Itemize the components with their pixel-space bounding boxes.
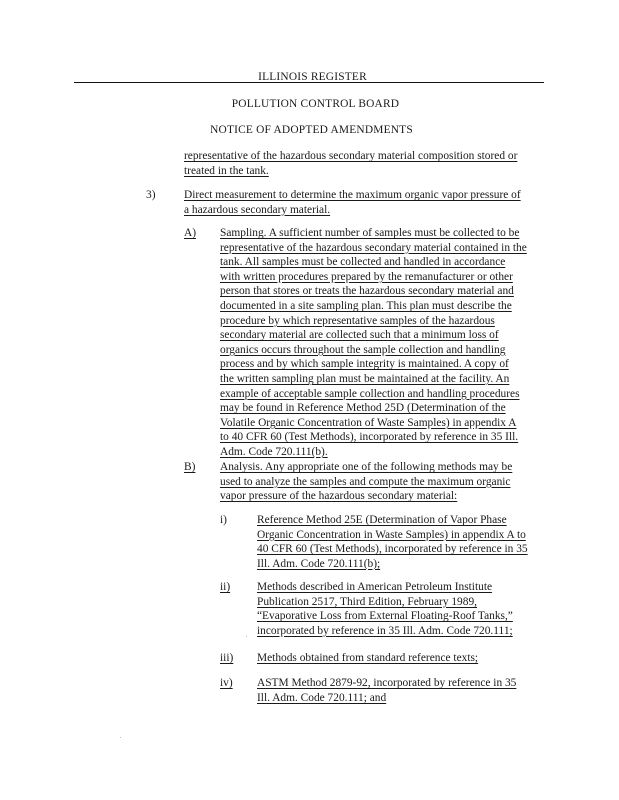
item-a-line: procedure by which representative samples of the hazardous <box>220 314 495 327</box>
item-a-line: to 40 CFR 60 (Test Methods), incorporated by reference in 35 Ill. <box>220 431 519 444</box>
item-i-line: Reference Method 25E (Determination of Vapor Phase <box>257 514 507 526</box>
continuation-paragraph <box>184 149 517 178</box>
item-iv-paragraph <box>257 676 516 705</box>
item-ii-line: incorporated by reference in 35 Ill. Adm. Code 720.111; <box>257 624 513 637</box>
item-b-line: vapor pressure of the hazardous secondary material: <box>220 490 458 503</box>
continuation-line: representative of the hazardous secondary material composition stored or <box>184 150 518 162</box>
item-iv-marker: iv) <box>220 677 233 689</box>
item-i-line: 40 CFR 60 (Test Methods), incorporated by reference in 35 <box>257 543 528 556</box>
item-iv-line: Ill. Adm. Code 720.111; and <box>257 691 387 704</box>
item-b-marker: B) <box>184 461 196 473</box>
item-3-line: a hazardous secondary material. <box>184 203 331 216</box>
item-a-line: process and by which sample integrity is maintained. A copy of <box>220 358 509 371</box>
item-a-line: documented in a site sampling plan. This plan must describe the <box>220 299 512 312</box>
scan-speck <box>120 737 121 738</box>
item-iii-marker: iii) <box>220 652 234 664</box>
board-title: POLLUTION CONTROL BOARD <box>231 98 400 110</box>
item-a-line: the written sampling plan must be maintained at the facility. An <box>220 372 510 385</box>
item-b-line: Analysis. Any appropriate one of the following methods may be <box>220 461 513 473</box>
item-3-line: Direct measurement to determine the maximum organic vapor pressure of <box>184 189 521 201</box>
item-a-line: Adm. Code 720.111(b). <box>220 445 328 458</box>
item-ii-line: “Evaporative Loss from External Floating-Roof Tanks,” <box>257 610 513 623</box>
item-a-line: with written procedures prepared by the remanufacturer or other <box>220 270 513 283</box>
item-ii-paragraph <box>257 580 513 638</box>
item-a-line: may be found in Reference Method 25D (Determination of the <box>220 402 506 415</box>
item-a-line: example of acceptable sample collection and handling procedures <box>220 387 520 400</box>
item-a-line: Volatile Organic Concentration of Waste Samples) in appendix A <box>220 416 517 429</box>
scan-speck <box>246 636 247 637</box>
item-a-line: Sampling. A sufficient number of samples must be collected to be <box>220 227 520 239</box>
item-a-line: representative of the hazardous secondary material contained in the <box>220 241 527 254</box>
register-title: ILLINOIS REGISTER <box>258 71 367 83</box>
notice-title: NOTICE OF ADOPTED AMENDMENTS <box>210 124 413 136</box>
item-ii-marker: ii) <box>220 581 231 593</box>
item-3-marker: 3) <box>146 189 156 201</box>
item-3-paragraph <box>184 188 521 217</box>
item-i-line: Organic Concentration in Waste Samples) in appendix A to <box>257 528 526 541</box>
item-a-marker: A) <box>184 227 197 239</box>
item-i-line: Ill. Adm. Code 720.111(b); <box>257 557 381 570</box>
item-b-line: used to analyze the samples and compute the maximum organic <box>220 475 511 488</box>
item-a-line: tank. All samples must be collected and handled in accordance <box>220 256 506 269</box>
continuation-line: treated in the tank. <box>184 164 269 177</box>
item-i-paragraph <box>257 513 528 571</box>
item-i-marker: i) <box>220 514 227 526</box>
item-a-line: person that stores or treats the hazardous secondary material and <box>220 285 514 298</box>
item-iii-line: Methods obtained from standard reference texts; <box>257 652 479 664</box>
item-ii-line: Publication 2517, Third Edition, February 1989, <box>257 595 477 608</box>
item-iii-paragraph <box>257 651 478 666</box>
item-ii-line: Methods described in American Petroleum Institute <box>257 581 493 593</box>
item-b-paragraph <box>220 460 512 504</box>
item-iv-line: ASTM Method 2879-92, incorporated by reference in 35 <box>257 677 517 689</box>
item-a-paragraph <box>220 226 527 460</box>
item-a-line: organics occurs throughout the sample collection and handling <box>220 343 506 356</box>
header-rule <box>74 82 544 83</box>
item-a-line: secondary material are collected such that a minimum loss of <box>220 329 499 342</box>
